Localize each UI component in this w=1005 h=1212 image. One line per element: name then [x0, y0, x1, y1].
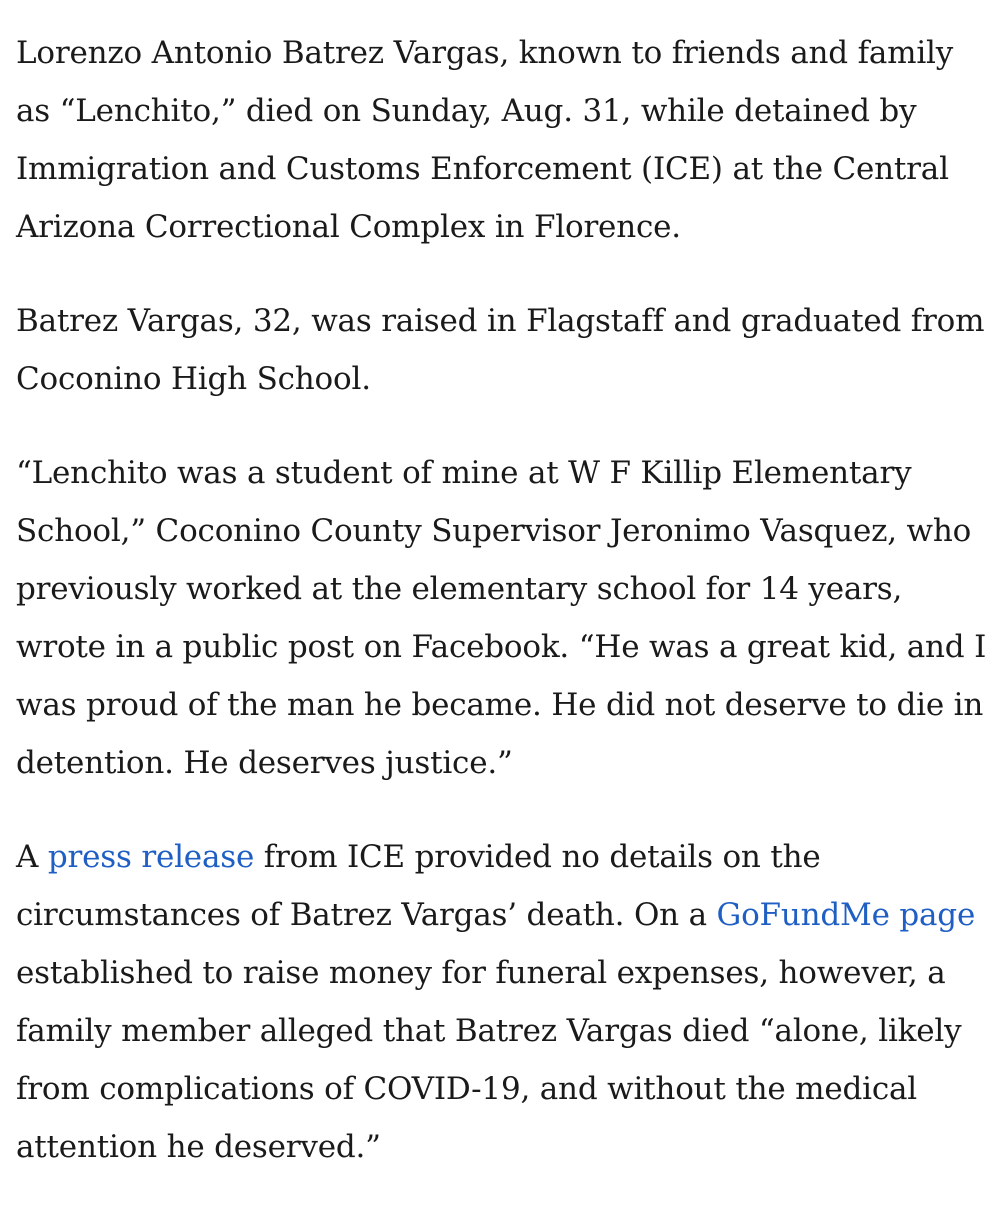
text-mid: from ICE provided no details on the circumstances of Batrez Vargas’ death. On a: [16, 839, 821, 933]
paragraph-background: Batrez Vargas, 32, was raised in Flagstaff and graduated from Coconino High School.: [16, 303, 985, 397]
text-lead: A: [16, 839, 48, 875]
article-body: [16, 24, 991, 1212]
paragraph-intro: Lorenzo Antonio Batrez Vargas, known to friends and family as “Lenchito,” died on Sunday, Aug. 31, while detained by Immigration and Customs Enforcement (ICE) at the Central Arizona Correctional Complex in Florence.: [16, 35, 954, 245]
press-release-link[interactable]: press release: [47, 839, 255, 875]
gofundme-link[interactable]: GoFundMe page: [716, 897, 976, 933]
paragraph-ice-statement: [16, 828, 991, 1176]
text-tail: established to raise money for funeral expenses, however, a family member alleged that Batrez Vargas died “alone, likely from complications of COVID-19, and without the medical attention he deserved.”: [16, 955, 962, 1165]
paragraph-quote: “Lenchito was a student of mine at W F Killip Elementary School,” Coconino County Supervisor Jeronimo Vasquez, who previously worked at the elementary school for 14 years, wrote in a public post on Facebook. “He was a great kid, and I was proud of the man he became. He did not deserve to die in detention. He deserves justice.”: [16, 455, 987, 781]
